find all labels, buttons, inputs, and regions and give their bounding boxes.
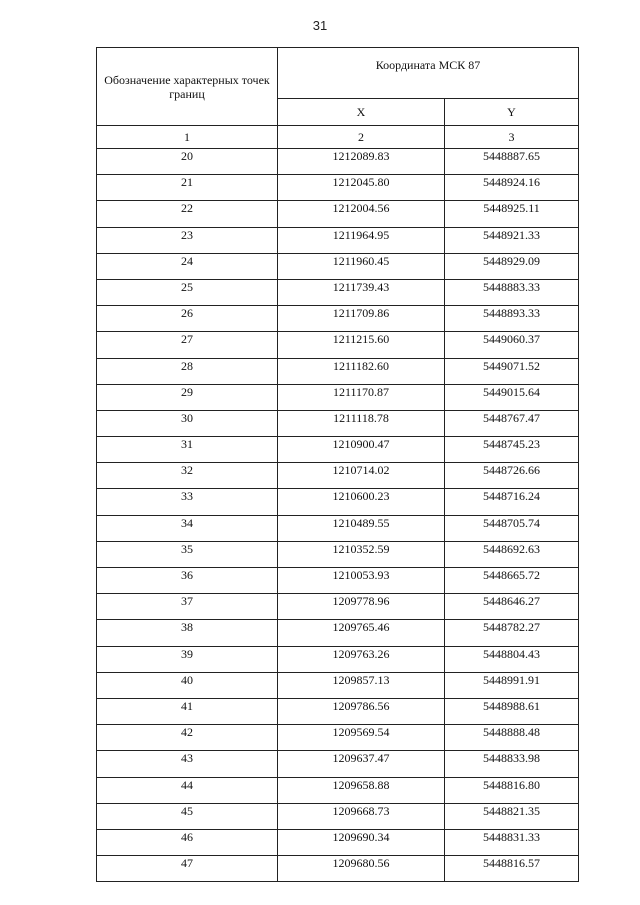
y-coordinate-cell: 5448646.27 <box>445 594 579 620</box>
point-id-cell: 20 <box>97 149 278 175</box>
x-coordinate-cell: 1209569.54 <box>278 725 445 751</box>
point-id-cell: 27 <box>97 332 278 358</box>
x-coordinate-cell: 1212004.56 <box>278 201 445 227</box>
y-coordinate-cell: 5448893.33 <box>445 306 579 332</box>
header-coordinate-system: Координата МСК 87 <box>278 48 579 99</box>
x-coordinate-cell: 1211170.87 <box>278 384 445 410</box>
point-id-cell: 28 <box>97 358 278 384</box>
y-coordinate-cell: 5448767.47 <box>445 410 579 436</box>
point-id-cell: 47 <box>97 856 278 882</box>
point-id-cell: 21 <box>97 175 278 201</box>
table-row <box>97 279 579 305</box>
y-coordinate-cell: 5448883.33 <box>445 279 579 305</box>
point-id-cell: 45 <box>97 803 278 829</box>
point-id-cell: 32 <box>97 463 278 489</box>
point-id-cell: 24 <box>97 253 278 279</box>
x-coordinate-cell: 1209763.26 <box>278 646 445 672</box>
table-row <box>97 803 579 829</box>
point-id-cell: 40 <box>97 672 278 698</box>
point-id-cell: 29 <box>97 384 278 410</box>
table-row <box>97 568 579 594</box>
y-coordinate-cell: 5448726.66 <box>445 463 579 489</box>
x-coordinate-cell: 1209668.73 <box>278 803 445 829</box>
x-coordinate-cell: 1209680.56 <box>278 856 445 882</box>
y-coordinate-cell: 5448888.48 <box>445 725 579 751</box>
y-coordinate-cell: 5448804.43 <box>445 646 579 672</box>
table-row <box>97 489 579 515</box>
y-coordinate-cell: 5448887.65 <box>445 149 579 175</box>
table-row <box>97 384 579 410</box>
x-coordinate-cell: 1210352.59 <box>278 541 445 567</box>
table-row <box>97 620 579 646</box>
table-row <box>97 332 579 358</box>
x-coordinate-cell: 1211739.43 <box>278 279 445 305</box>
table-row <box>97 751 579 777</box>
x-coordinate-cell: 1209857.13 <box>278 672 445 698</box>
y-coordinate-cell: 5448782.27 <box>445 620 579 646</box>
x-coordinate-cell: 1210714.02 <box>278 463 445 489</box>
point-id-cell: 35 <box>97 541 278 567</box>
point-id-cell: 36 <box>97 568 278 594</box>
point-id-cell: 43 <box>97 751 278 777</box>
point-id-cell: 31 <box>97 437 278 463</box>
table-row <box>97 672 579 698</box>
x-coordinate-cell: 1211215.60 <box>278 332 445 358</box>
y-coordinate-cell: 5448925.11 <box>445 201 579 227</box>
table-row <box>97 358 579 384</box>
point-id-cell: 39 <box>97 646 278 672</box>
y-coordinate-cell: 5448988.61 <box>445 698 579 724</box>
x-coordinate-cell: 1211964.95 <box>278 227 445 253</box>
y-coordinate-cell: 5448831.33 <box>445 829 579 855</box>
point-id-cell: 37 <box>97 594 278 620</box>
table-row <box>97 175 579 201</box>
x-coordinate-cell: 1209765.46 <box>278 620 445 646</box>
y-coordinate-cell: 5448692.63 <box>445 541 579 567</box>
y-coordinate-cell: 5449015.64 <box>445 384 579 410</box>
x-coordinate-cell: 1211960.45 <box>278 253 445 279</box>
y-coordinate-cell: 5448816.80 <box>445 777 579 803</box>
y-coordinate-cell: 5448665.72 <box>445 568 579 594</box>
table-row <box>97 253 579 279</box>
page-number: 31 <box>312 18 328 33</box>
x-coordinate-cell: 1209786.56 <box>278 698 445 724</box>
x-coordinate-cell: 1210489.55 <box>278 515 445 541</box>
x-coordinate-cell: 1212045.80 <box>278 175 445 201</box>
y-coordinate-cell: 5448705.74 <box>445 515 579 541</box>
table-row <box>97 646 579 672</box>
table-row <box>97 306 579 332</box>
point-id-cell: 25 <box>97 279 278 305</box>
y-coordinate-cell: 5448929.09 <box>445 253 579 279</box>
y-coordinate-cell: 5448991.91 <box>445 672 579 698</box>
x-coordinate-cell: 1210053.93 <box>278 568 445 594</box>
table-row <box>97 149 579 175</box>
table-row <box>97 201 579 227</box>
y-coordinate-cell: 5448921.33 <box>445 227 579 253</box>
header-y: Y <box>445 99 579 126</box>
x-coordinate-cell: 1209690.34 <box>278 829 445 855</box>
point-id-cell: 46 <box>97 829 278 855</box>
y-coordinate-cell: 5448716.24 <box>445 489 579 515</box>
x-coordinate-cell: 1211182.60 <box>278 358 445 384</box>
point-id-cell: 30 <box>97 410 278 436</box>
header-x: X <box>278 99 445 126</box>
x-coordinate-cell: 1209778.96 <box>278 594 445 620</box>
point-id-cell: 23 <box>97 227 278 253</box>
table-row <box>97 515 579 541</box>
y-coordinate-cell: 5449060.37 <box>445 332 579 358</box>
y-coordinate-cell: 5449071.52 <box>445 358 579 384</box>
table-row <box>97 725 579 751</box>
x-coordinate-cell: 1212089.83 <box>278 149 445 175</box>
column-number-1: 1 <box>97 126 278 149</box>
table-row <box>97 227 579 253</box>
table-row <box>97 777 579 803</box>
table-body <box>97 149 579 882</box>
x-coordinate-cell: 1210600.23 <box>278 489 445 515</box>
table-row <box>97 594 579 620</box>
x-coordinate-cell: 1210900.47 <box>278 437 445 463</box>
column-number-2: 2 <box>278 126 445 149</box>
table-row <box>97 829 579 855</box>
table-row <box>97 463 579 489</box>
point-id-cell: 38 <box>97 620 278 646</box>
y-coordinate-cell: 5448924.16 <box>445 175 579 201</box>
coordinates-table <box>96 47 579 882</box>
table-row <box>97 856 579 882</box>
header-point-designation: Обозначение характерных точек границ <box>97 48 278 126</box>
x-coordinate-cell: 1209658.88 <box>278 777 445 803</box>
point-id-cell: 26 <box>97 306 278 332</box>
point-id-cell: 42 <box>97 725 278 751</box>
y-coordinate-cell: 5448821.35 <box>445 803 579 829</box>
table-row <box>97 698 579 724</box>
table-row <box>97 437 579 463</box>
table-row <box>97 541 579 567</box>
y-coordinate-cell: 5448816.57 <box>445 856 579 882</box>
point-id-cell: 22 <box>97 201 278 227</box>
column-number-3: 3 <box>445 126 579 149</box>
table-row <box>97 410 579 436</box>
x-coordinate-cell: 1211709.86 <box>278 306 445 332</box>
point-id-cell: 44 <box>97 777 278 803</box>
x-coordinate-cell: 1209637.47 <box>278 751 445 777</box>
point-id-cell: 41 <box>97 698 278 724</box>
point-id-cell: 33 <box>97 489 278 515</box>
y-coordinate-cell: 5448833.98 <box>445 751 579 777</box>
y-coordinate-cell: 5448745.23 <box>445 437 579 463</box>
x-coordinate-cell: 1211118.78 <box>278 410 445 436</box>
point-id-cell: 34 <box>97 515 278 541</box>
